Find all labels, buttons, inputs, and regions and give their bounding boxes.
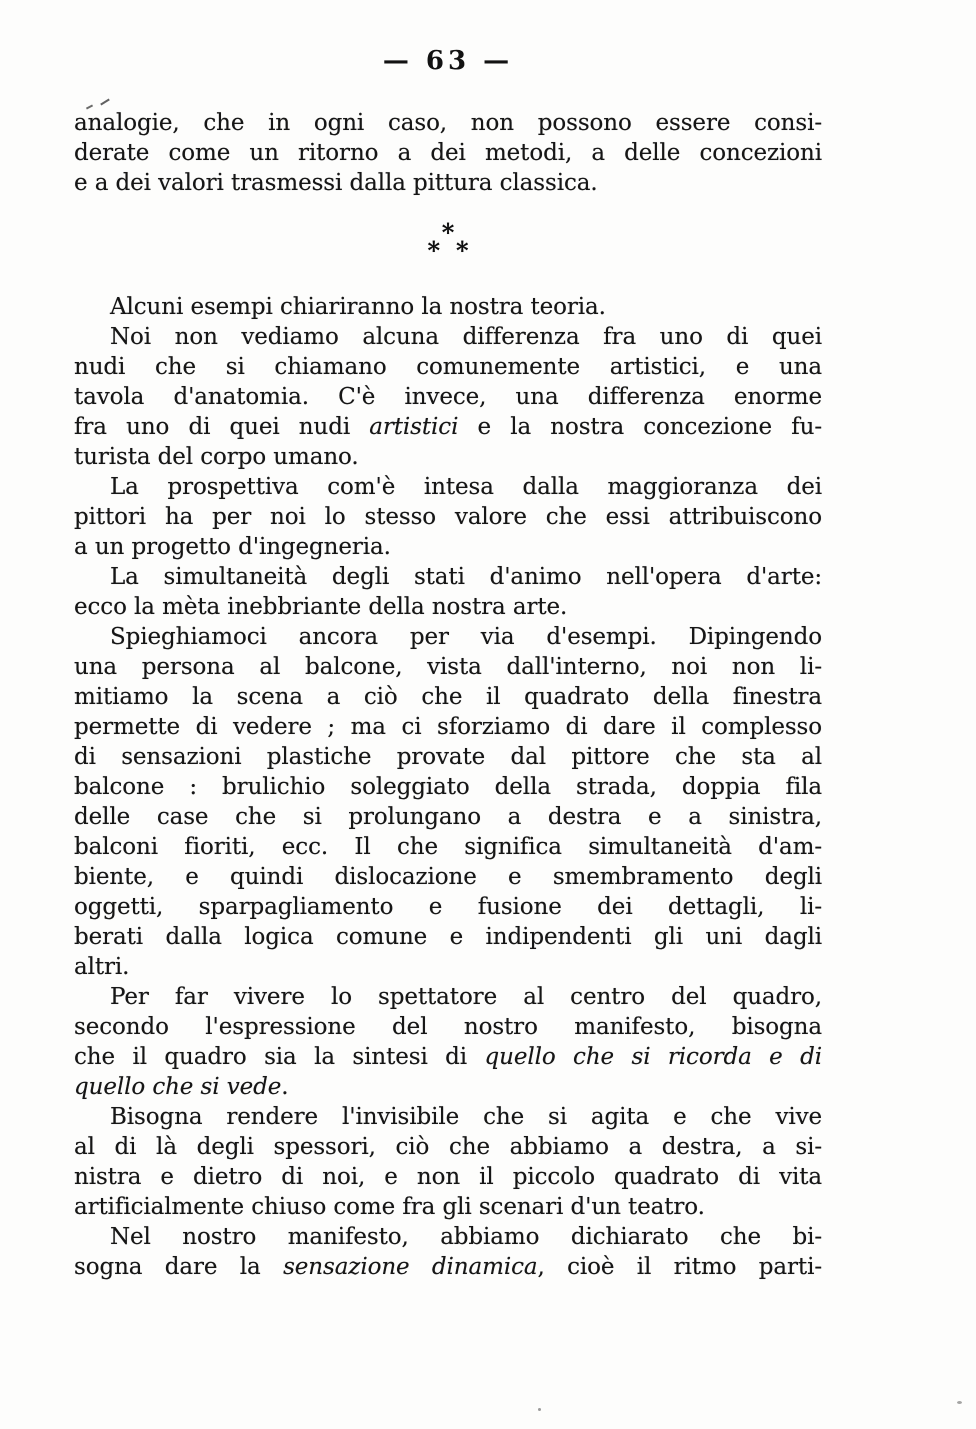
asterism-separator xyxy=(74,218,822,265)
text-segment: derate come un ritorno a dei metodi, a delle concezioni xyxy=(74,140,822,166)
paragraph xyxy=(74,108,822,198)
text-segment: analogie, che in ogni caso, non possono essere consi- xyxy=(74,110,822,136)
text-segment: Nel nostro manifesto, abbiamo dichiarato che bi- xyxy=(110,1224,822,1250)
asterism-bottom-row xyxy=(74,236,822,265)
text-segment: e a dei valori trasmessi dalla pittura classica. xyxy=(74,170,598,196)
text-line xyxy=(74,472,822,502)
text-line xyxy=(74,892,822,922)
text-line xyxy=(74,322,822,352)
text-segment: nistra e dietro di noi, e non il piccolo quadrato di vita xyxy=(74,1164,822,1190)
paragraph xyxy=(74,622,822,982)
text-line xyxy=(74,1222,822,1252)
text-segment: Bisogna rendere l'invisibile che si agita e che vive xyxy=(110,1104,822,1130)
italic-text-segment: sensazione dinamica xyxy=(283,1254,538,1280)
text-line xyxy=(74,532,822,562)
text-column xyxy=(74,108,822,1282)
text-line xyxy=(74,922,822,952)
text-segment: , cioè il ritmo parti- xyxy=(537,1254,822,1280)
text-segment: sogna dare la xyxy=(74,1254,284,1280)
text-line xyxy=(74,832,822,862)
text-line xyxy=(74,442,822,472)
scan-artifact xyxy=(538,1408,541,1411)
page-number: — 63 — xyxy=(382,46,514,76)
text-segment: balcone : brulichio soleggiato della strada, doppia fila xyxy=(74,774,822,800)
text-line xyxy=(74,382,822,412)
text-line xyxy=(74,292,822,322)
text-segment: artificialmente chiuso come fra gli scenari d'un teatro. xyxy=(74,1194,705,1220)
paragraph xyxy=(74,472,822,562)
scan-artifact xyxy=(957,1401,962,1404)
text-segment: Alcuni esempi chiariranno la nostra teoria. xyxy=(110,294,606,320)
text-line xyxy=(74,862,822,892)
text-segment: che il quadro sia la sintesi di xyxy=(74,1044,485,1070)
text-line xyxy=(74,1162,822,1192)
text-line xyxy=(74,712,822,742)
text-line xyxy=(74,138,822,168)
text-line xyxy=(74,1132,822,1162)
text-segment: turista del corpo umano. xyxy=(74,444,359,470)
text-segment: nudi che si chiamano comunemente artistici, e una xyxy=(74,354,822,380)
text-segment: delle case che si prolungano a destra e a sinistra, xyxy=(74,804,822,830)
text-line xyxy=(74,652,822,682)
text-segment: a un progetto d'ingegneria. xyxy=(74,534,391,560)
text-segment: altri. xyxy=(74,954,130,980)
text-segment: La prospettiva com'è intesa dalla maggioranza dei xyxy=(110,474,822,500)
text-segment: biente, e quindi dislocazione e smembramento degli xyxy=(74,864,822,890)
text-segment: oggetti, sparpagliamento e fusione dei dettagli, li- xyxy=(74,894,822,920)
text-segment: berati dalla logica comune e indipendenti gli uni dagli xyxy=(74,924,822,950)
text-segment: ecco la mèta inebbriante della nostra arte. xyxy=(74,594,568,620)
asterism-top-row xyxy=(74,218,822,247)
intro-paragraphs xyxy=(74,108,822,198)
text-segment: una persona al balcone, vista dall'interno, noi non li- xyxy=(74,654,822,680)
italic-text-segment: quello che si ricorda e di xyxy=(484,1044,822,1070)
text-segment: e la nostra concezione fu- xyxy=(458,414,822,440)
text-line xyxy=(74,742,822,772)
paragraph xyxy=(74,1102,822,1222)
text-segment: permette di vedere ; ma ci sforziamo di dare il complesso xyxy=(74,714,822,740)
asterisk-glyph: * xyxy=(427,236,440,265)
paragraph xyxy=(74,562,822,622)
text-line xyxy=(74,1012,822,1042)
text-line xyxy=(74,682,822,712)
text-line xyxy=(74,502,822,532)
italic-text-segment: quello che si vede xyxy=(74,1074,282,1100)
italic-text-segment: artistici xyxy=(369,414,459,440)
scan-artifact xyxy=(100,99,110,106)
asterisk-glyph: * xyxy=(456,236,469,265)
text-line xyxy=(74,772,822,802)
text-segment: secondo l'espressione del nostro manifesto, bisogna xyxy=(74,1014,822,1040)
text-segment: di sensazioni plastiche provate dal pittore che sta al xyxy=(74,744,822,770)
asterisk-glyph: * xyxy=(441,218,455,247)
text-line xyxy=(74,1072,822,1102)
paragraph xyxy=(74,1222,822,1282)
text-line xyxy=(74,952,822,982)
text-line xyxy=(74,1102,822,1132)
text-segment: La simultaneità degli stati d'animo nell'opera d'arte: xyxy=(110,564,822,590)
text-line xyxy=(74,1192,822,1222)
text-line xyxy=(74,412,822,442)
text-line xyxy=(74,352,822,382)
paragraph xyxy=(74,292,822,322)
text-line xyxy=(74,1042,822,1072)
text-segment: Spieghiamoci ancora per via d'esempi. Dipingendo xyxy=(110,624,822,650)
text-line xyxy=(74,562,822,592)
text-segment: pittori ha per noi lo stesso valore che essi attribuiscono xyxy=(74,504,822,530)
body-paragraphs xyxy=(74,292,822,1282)
text-segment: balconi fioriti, ecc. Il che significa simultaneità d'am- xyxy=(74,834,822,860)
text-line xyxy=(74,168,822,198)
text-line xyxy=(74,108,822,138)
text-segment: fra uno di quei nudi xyxy=(74,414,370,440)
paragraph xyxy=(74,982,822,1102)
text-segment: al di là degli spessori, ciò che abbiamo a destra, a si- xyxy=(74,1134,822,1160)
text-segment: tavola d'anatomia. C'è invece, una differenza enorme xyxy=(74,384,822,410)
text-line xyxy=(74,982,822,1012)
text-line xyxy=(74,622,822,652)
text-segment: Per far vivere lo spettatore al centro del quadro, xyxy=(110,984,822,1010)
paragraph xyxy=(74,322,822,472)
text-segment: . xyxy=(281,1074,289,1100)
text-line xyxy=(74,1252,822,1282)
text-line xyxy=(74,592,822,622)
text-line xyxy=(74,802,822,832)
text-segment: Noi non vediamo alcuna differenza fra uno di quei xyxy=(110,324,822,350)
text-segment: mitiamo la scena a ciò che il quadrato della finestra xyxy=(74,684,822,710)
